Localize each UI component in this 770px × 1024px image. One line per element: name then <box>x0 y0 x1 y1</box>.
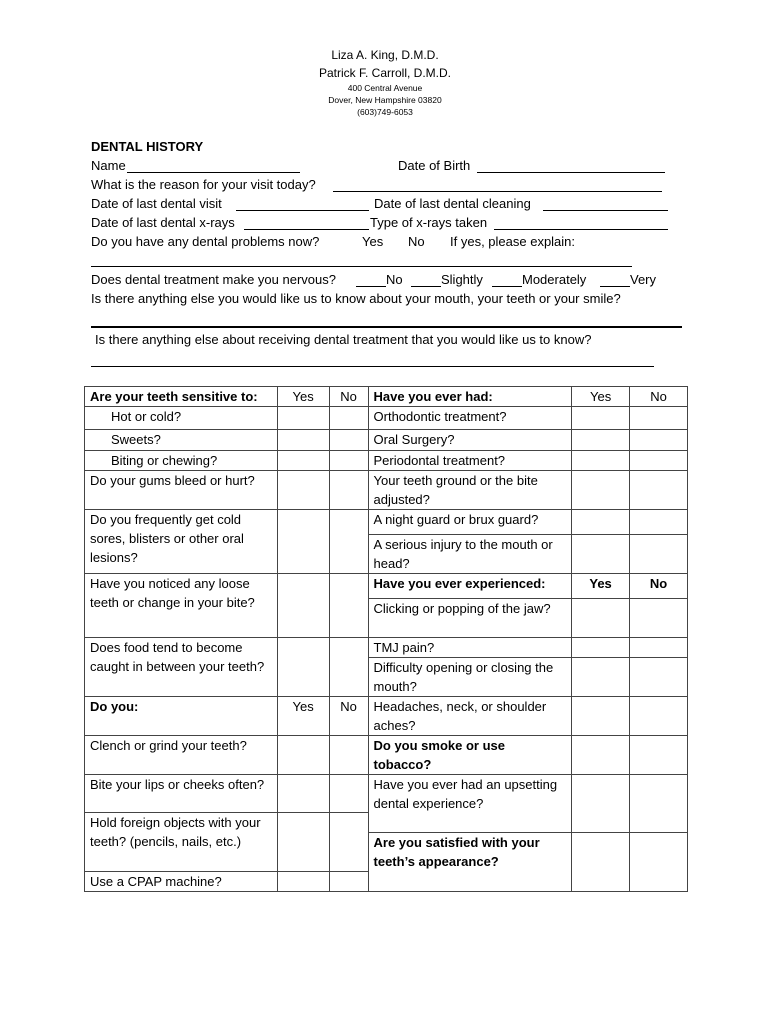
loose-teeth-no-cell[interactable] <box>329 574 368 638</box>
xray-type-label: Type of x-rays taken <box>370 215 488 230</box>
satisfied-yes-cell[interactable] <box>572 833 630 892</box>
experienced-header: Have you ever experienced: <box>368 574 572 599</box>
last-visit-label: Date of last dental visit <box>91 196 222 211</box>
food-caught-no-cell[interactable] <box>329 638 368 697</box>
upsetting-no-cell[interactable] <box>630 775 688 833</box>
nervous-no-label: No <box>386 272 403 287</box>
periodontal-yes-cell[interactable] <box>572 451 630 471</box>
clench-no-cell[interactable] <box>329 736 368 775</box>
headaches-yes-cell[interactable] <box>572 697 630 736</box>
periodontal-label: Periodontal treatment? <box>368 451 572 471</box>
night-guard-yes-cell[interactable] <box>572 510 630 535</box>
headaches-label: Headaches, neck, or shoulder aches? <box>368 697 572 736</box>
doctor-name-1: Liza A. King, D.M.D. <box>331 48 439 62</box>
mouth-smile-label: Is there anything else you would like us to know about your mouth, your teeth or your smile? <box>91 291 621 306</box>
receiving-label: Is there anything else about receiving dental treatment that you would like us to know? <box>95 332 592 347</box>
clicking-label: Clicking or popping of the jaw? <box>368 599 572 638</box>
oral-surgery-no-cell[interactable] <box>630 430 688 451</box>
headaches-no-cell[interactable] <box>630 697 688 736</box>
cold-sores-label: Do you frequently get cold sores, blisters or other oral lesions? <box>85 510 278 574</box>
nervous-slightly-blank[interactable] <box>411 286 441 287</box>
name-field[interactable] <box>127 172 300 173</box>
sweets-no-cell[interactable] <box>329 430 368 451</box>
difficulty-opening-label: Difficulty opening or closing the mouth? <box>368 658 572 697</box>
hot-cold-yes-cell[interactable] <box>277 407 329 430</box>
difficulty-opening-no-cell[interactable] <box>630 658 688 697</box>
oral-surgery-yes-cell[interactable] <box>572 430 630 451</box>
night-guard-no-cell[interactable] <box>630 510 688 535</box>
form-title: DENTAL HISTORY <box>91 139 204 154</box>
problems-no-option[interactable]: No <box>408 234 425 249</box>
clench-yes-cell[interactable] <box>277 736 329 775</box>
doctor-name-2: Patrick F. Carroll, D.M.D. <box>318 66 451 80</box>
name-label: Name <box>91 158 126 173</box>
smoke-yes-cell[interactable] <box>572 736 630 775</box>
satisfied-label: Are you satisfied with your teeth’s appearance? <box>368 833 572 892</box>
serious-injury-label: A serious injury to the mouth or head? <box>368 535 572 574</box>
experienced-no-header: No <box>630 574 688 599</box>
ground-bite-yes-cell[interactable] <box>572 471 630 510</box>
upsetting-yes-cell[interactable] <box>572 775 630 833</box>
serious-injury-yes-cell[interactable] <box>572 535 630 574</box>
foreign-objects-no-cell[interactable] <box>329 813 368 872</box>
do-you-yes-header: Yes <box>277 697 329 736</box>
ground-bite-no-cell[interactable] <box>630 471 688 510</box>
do-you-no-header: No <box>329 697 368 736</box>
last-xrays-field[interactable] <box>244 229 369 230</box>
dob-label: Date of Birth <box>398 158 471 173</box>
problems-explain-label: If yes, please explain: <box>450 234 576 249</box>
bite-lips-yes-cell[interactable] <box>277 775 329 813</box>
last-cleaning-label: Date of last dental cleaning <box>374 196 531 211</box>
nervous-moderately-label: Moderately <box>522 272 587 287</box>
gums-label: Do your gums bleed or hurt? <box>85 471 278 510</box>
reason-field[interactable] <box>333 191 662 192</box>
bite-lips-no-cell[interactable] <box>329 775 368 813</box>
cpap-no-cell[interactable] <box>329 872 368 892</box>
biting-yes-cell[interactable] <box>277 451 329 471</box>
hot-cold-no-cell[interactable] <box>329 407 368 430</box>
history-table <box>84 386 688 892</box>
tmj-yes-cell[interactable] <box>572 638 630 658</box>
smoke-label: Do you smoke or use tobacco? <box>368 736 572 775</box>
gums-no-cell[interactable] <box>329 471 368 510</box>
xray-type-field[interactable] <box>494 229 668 230</box>
nervous-no-blank[interactable] <box>356 286 386 287</box>
do-you-header: Do you: <box>85 697 278 736</box>
clicking-yes-cell[interactable] <box>572 599 630 638</box>
smoke-no-cell[interactable] <box>630 736 688 775</box>
cpap-label: Use a CPAP machine? <box>85 872 278 892</box>
dob-field[interactable] <box>477 172 665 173</box>
problems-label: Do you have any dental problems now? <box>91 234 320 249</box>
loose-teeth-yes-cell[interactable] <box>277 574 329 638</box>
nervous-slightly-label: Slightly <box>441 272 483 287</box>
problems-yes-option[interactable]: Yes <box>362 234 384 249</box>
ever-had-yes-header: Yes <box>572 387 630 407</box>
orthodontic-label: Orthodontic treatment? <box>368 407 572 430</box>
upsetting-label: Have you ever had an upsetting dental experience? <box>368 775 572 833</box>
nervous-moderately-blank[interactable] <box>492 286 522 287</box>
last-cleaning-field[interactable] <box>543 210 668 211</box>
nervous-very-label: Very <box>630 272 657 287</box>
phone-number: (603)749-6053 <box>357 107 413 117</box>
oral-surgery-label: Oral Surgery? <box>368 430 572 451</box>
orthodontic-no-cell[interactable] <box>630 407 688 430</box>
sensitive-yes-header: Yes <box>277 387 329 407</box>
tmj-no-cell[interactable] <box>630 638 688 658</box>
difficulty-opening-yes-cell[interactable] <box>572 658 630 697</box>
address-line-1: 400 Central Avenue <box>347 83 423 93</box>
foreign-objects-label: Hold foreign objects with your teeth? (pencils, nails, etc.) <box>85 813 278 872</box>
cold-sores-no-cell[interactable] <box>329 510 368 574</box>
periodontal-no-cell[interactable] <box>630 451 688 471</box>
ground-bite-label: Your teeth ground or the bite adjusted? <box>368 471 572 510</box>
last-xrays-label: Date of last dental x-rays <box>91 215 235 230</box>
sweets-label: Sweets? <box>85 430 278 451</box>
last-visit-field[interactable] <box>236 210 369 211</box>
hot-cold-label: Hot or cold? <box>85 407 278 430</box>
biting-label: Biting or chewing? <box>85 451 278 471</box>
gums-yes-cell[interactable] <box>277 471 329 510</box>
orthodontic-yes-cell[interactable] <box>572 407 630 430</box>
biting-no-cell[interactable] <box>329 451 368 471</box>
clicking-no-cell[interactable] <box>630 599 688 638</box>
experienced-yes-header: Yes <box>572 574 630 599</box>
clench-label: Clench or grind your teeth? <box>85 736 278 775</box>
cpap-yes-cell[interactable] <box>277 872 329 892</box>
ever-had-header: Have you ever had: <box>368 387 572 407</box>
mouth-smile-field[interactable] <box>91 326 682 328</box>
serious-injury-no-cell[interactable] <box>630 535 688 574</box>
food-caught-label: Does food tend to become caught in between your teeth? <box>85 638 278 697</box>
night-guard-label: A night guard or brux guard? <box>368 510 572 535</box>
satisfied-no-cell[interactable] <box>630 833 688 892</box>
foreign-objects-yes-cell[interactable] <box>277 813 329 872</box>
nervous-label: Does dental treatment make you nervous? <box>91 272 336 287</box>
cold-sores-yes-cell[interactable] <box>277 510 329 574</box>
sensitive-header: Are your teeth sensitive to: <box>85 387 278 407</box>
nervous-very-blank[interactable] <box>600 286 630 287</box>
problems-explain-field[interactable] <box>91 266 632 267</box>
bite-lips-label: Bite your lips or cheeks often? <box>85 775 278 813</box>
address-line-2: Dover, New Hampshire 03820 <box>328 95 442 105</box>
reason-label: What is the reason for your visit today? <box>91 177 316 192</box>
sweets-yes-cell[interactable] <box>277 430 329 451</box>
tmj-label: TMJ pain? <box>368 638 572 658</box>
loose-teeth-label: Have you noticed any loose teeth or change in your bite? <box>85 574 278 638</box>
food-caught-yes-cell[interactable] <box>277 638 329 697</box>
sensitive-no-header: No <box>329 387 368 407</box>
receiving-field[interactable] <box>91 366 654 367</box>
ever-had-no-header: No <box>630 387 688 407</box>
